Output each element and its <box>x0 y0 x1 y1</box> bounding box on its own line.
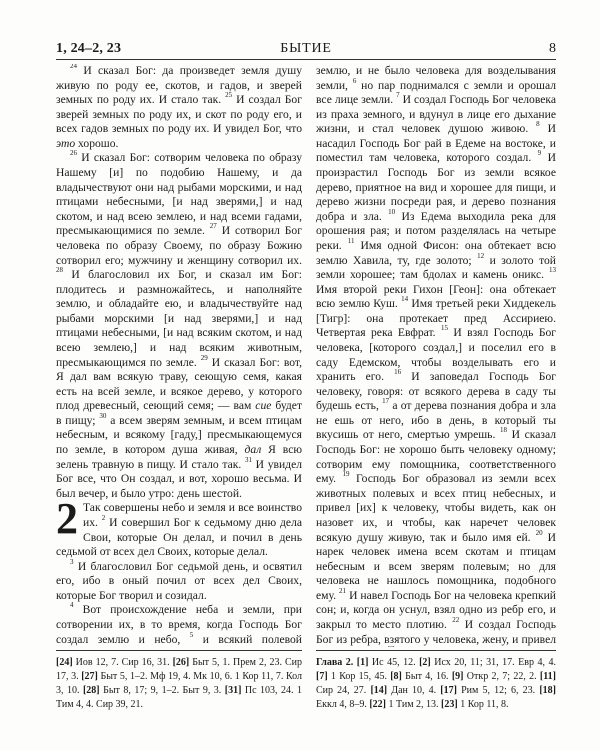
verse-text: И создал Господь Бог из ребра, взятого у человека, жену, и привел <box>316 617 556 646</box>
reference-marker: [8] <box>390 671 402 682</box>
verse-number: 8 <box>536 120 540 129</box>
italic-word: это <box>56 136 76 150</box>
verse-text: И насадил Господь Бог рай в Едеме на востоке, и поместил там человека, которого создал. <box>316 122 556 165</box>
verse-text: Господь Бог образовал из земли всех животных полевых и всех птиц небесных, и привел [их] к человеку, чтобы видеть, как он назовет их, и чтобы, как наречет человек всякую душу живую, так и было имя ей. <box>316 472 556 544</box>
cross-references-right: Глава 2. [1] Ис 45, 12. [2] Исх 20, 11; 31, 17. Евр 4, 4. [7] 1 Кор 15, 45. [8] Быт 4, 16. [9] Откр 2, 7; 22, 2. [11] Сир 24, 27. [14] Дан 10, 4. [17] Рим 5, 12; 6, 23. [18] Еккл 4, 8–9. [22] 1 Тим 2, 13. [23] 1 Кор 11, 8. <box>316 657 556 710</box>
verse-number: 17 <box>382 397 390 406</box>
verse-number: 30 <box>99 411 107 420</box>
chapter-verse-range: 1, 24–2, 23 <box>56 41 122 56</box>
verse-paragraph <box>56 64 302 151</box>
chapter-2-opening <box>56 494 302 559</box>
verse-text: И благословил Бог седьмой день, и освятил его, ибо в оный почил от всех дел Своих, которые Бог творил и созидал. <box>56 559 302 602</box>
reference-marker: [2] <box>419 657 431 668</box>
verse-number: 4 <box>70 601 74 610</box>
verse-number <box>388 645 395 647</box>
reference-marker: [11] <box>539 671 556 682</box>
verse-text: и всякий полевой <box>202 632 302 646</box>
reference-marker: [28] <box>82 685 100 696</box>
reference-marker: [7] <box>316 671 328 682</box>
footnote-rule-left <box>56 650 302 651</box>
header-rule <box>56 59 556 60</box>
verse-text: Имя третьей реки Хиддекель [Тигр]: она протекает пред Ассириею. Четвертая река Евфрат. <box>316 297 556 340</box>
verse-number: 20 <box>535 528 543 537</box>
verse-text: а всем зверям земным, и всем птицам небесным, и всякому [гаду,] пресмыкающемуся по земле, в котором душа живая, <box>56 413 302 457</box>
verse-number: 16 <box>394 368 402 377</box>
reference-marker: [1] <box>356 657 369 668</box>
verse-number: 28 <box>56 266 63 275</box>
verse-number: 31 <box>244 455 252 464</box>
verse-number: 22 <box>452 615 460 624</box>
chapter-number: 2 <box>56 494 78 544</box>
page-number: 8 <box>549 41 556 56</box>
verse-text: И заповедал Господь Бог человеку, говоря: от всякого дерева в саду ты будешь есть, <box>316 370 556 413</box>
verse-text: И совершил Бог к седьмому дню дела Свои, которые Он делал, и почил в день седьмой от всех дел Своих, которые делал. <box>56 515 302 559</box>
verse-text: И взял Господь Бог человека, [которого создал,] и поселил его в саду Едемском, чтобы возделывать его и хранить его. <box>316 326 556 384</box>
verse-text: И создал Господь Бог человека из праха земного, и вдунул в лице его дыхание жизни, и стал человек душою живою. <box>316 93 556 136</box>
verse-text: Из Едема выходила река для орошения рая; и потом разделялась на четыре реки. <box>316 209 556 252</box>
verse-number: 27 <box>209 222 217 231</box>
verse-text: И произрастил Господь Бог из земли всякое дерево, приятное на вид и хорошее для пищи, и дерево жизни посреди рая, и дерево познания добра и зла. <box>316 151 556 223</box>
verse-number: 5 <box>189 630 194 639</box>
reference-marker: [31] <box>224 685 242 696</box>
verse-number: 7 <box>396 91 400 100</box>
verse-number: 9 <box>537 149 542 158</box>
verse-number: 19 <box>342 470 350 479</box>
verse-text: землю, и не было человека для возделывания земли, <box>316 64 556 92</box>
reference-marker: Глава 2. <box>316 657 354 668</box>
verse-number: 12 <box>477 251 485 260</box>
verse-text: а от дерева познания добра и зла не ешь от него, ибо в день, в который ты вкусишь от него, смертью умрешь. <box>316 399 556 442</box>
verse-number: 11 <box>347 236 355 245</box>
verse-text: И сказал Господь Бог: не хорошо быть человеку одному; сотворим ему помощника, соответственного ему. <box>316 428 556 486</box>
verse-text: будет в пищу; <box>56 399 302 427</box>
verse-number: 13 <box>549 266 556 275</box>
verse-text: И сказал Бог: вот, Я дал вам всякую траву, сеющую семя, какая есть на всей земле, и всякое дерево, у которого плод древесный, сеющий семя; — вам <box>56 355 302 413</box>
verse-number: 3 <box>70 557 74 566</box>
verse-number: 29 <box>200 353 208 362</box>
left-text-column <box>56 64 302 647</box>
verse-number: 10 <box>388 207 396 216</box>
reference-marker: [9] <box>451 671 464 682</box>
verse-text: но пар поднимался с земли и орошал все лице земли. <box>316 78 556 107</box>
italic-word: дал <box>244 443 262 457</box>
reference-marker: [23] <box>441 699 458 710</box>
right-text-column <box>316 64 556 647</box>
verse-number: 14 <box>401 295 409 304</box>
verse-text: Я всю зелень травную в пищу. И стало так. <box>56 443 302 471</box>
verse-text: Так совершены небо и земля и все воинство их. <box>83 501 302 529</box>
verse-number: 15 <box>440 324 448 333</box>
reference-marker: [22] <box>369 699 386 710</box>
verse-number: 21 <box>339 586 347 595</box>
footnote-rule-right <box>316 650 556 651</box>
verse-paragraph <box>56 557 302 604</box>
page-header <box>56 40 556 60</box>
book-title: БЫТИЕ <box>280 41 332 56</box>
verse-text: И сотворил Бог человека по образу Своему, по образу Божию сотворил его; мужчину и женщину сотворил их. <box>56 224 302 267</box>
verse-paragraph <box>56 151 302 501</box>
verse-paragraph <box>56 603 302 647</box>
verse-number: 24 <box>70 64 77 70</box>
italic-word: сие <box>255 399 272 413</box>
reference-marker: [26] <box>172 657 190 668</box>
verse-text: И нарек человек имена всем скотам и птицам небесным и всем зверям полевым; но для человека не нашлось помощника, подобного ему. <box>316 530 556 602</box>
verse-number: 25 <box>225 91 233 100</box>
verse-text: Вот происхождение неба и земли, при сотворении их, в то время, когда Господь Бог создал землю и небо, <box>56 603 302 646</box>
verse-number: 26 <box>70 149 77 158</box>
verse-text: Имя второй реки Гихон [Геон]: она обтекает всю землю Куш. <box>316 282 556 311</box>
verse-text: И благословил их Бог, и сказал им Бог: плодитесь и размножайтесь, и наполняйте землю, и обладайте ею, и владычествуйте над рыбами морскими [и над зверями,] и над птицами небесными, [и над всяким скотом, и над всею землею,] и над всяким животным, пресмыкающимся по земле. <box>56 268 302 369</box>
verse-text: И сказал Бог: сотворим человека по образу Нашему [и] по подобию Нашему, и да владычествуют они над рыбами морскими, и над птицами небесными, [и над зверями,] и над скотом, и над всею землею, и над всеми гадами, пресмыкающимися по земле. <box>56 151 302 238</box>
verse-number: 18 <box>500 426 507 435</box>
verse-text: И создал Бог зверей земных по роду их, и скот по роду его, и всех гадов земных по роду их. И увидел Бог, что <box>56 93 302 136</box>
reference-marker: [27] <box>81 671 98 682</box>
verse-text: И увидел Бог все, что Он создал, и вот, хорошо весьма. И был вечер, и было утро: день шестой. <box>56 457 302 500</box>
reference-marker: [18] <box>539 685 556 696</box>
cross-references-left: [24] Иов 12, 7. Сир 16, 31. [26] Быт 5, 1. Прем 2, 23. Сир 17, 3. [27] Быт 5, 1–2. Мф 19, 4. Мк 10, 6. 1 Кор 11, 7. Кол 3, 10. [28] Быт 8, 17; 9, 1–2. Быт 9, 3. [31] Пс 103, 24. 1 Тим 4, 4. Сир 39, 21. <box>56 657 302 710</box>
verse-number: 2 <box>101 513 106 522</box>
verse-text: И сказал Бог: да произведет земля душу живую по роду ее, скотов, и гадов, и зверей земных по роду их. И стало так. <box>56 64 302 107</box>
verse-text: Имя одной Фисон: она обтекает всю землю Хавила, ту, где золото; <box>316 238 556 267</box>
verse-text: хорошо. <box>78 136 119 150</box>
reference-marker: [17] <box>440 685 457 696</box>
verse-number: 6 <box>352 76 357 85</box>
verse-text: и золото той земли хорошее; там бдолах и камень оникс. <box>316 253 556 282</box>
verse-paragraph <box>316 64 556 647</box>
reference-marker: [14] <box>370 685 388 696</box>
reference-marker: [24] <box>56 657 73 668</box>
verse-text: И навел Господь Бог на человека крепкий сон; и, когда он уснул, взял одно из ребр его, и закрыл то место плотию. <box>316 588 556 631</box>
